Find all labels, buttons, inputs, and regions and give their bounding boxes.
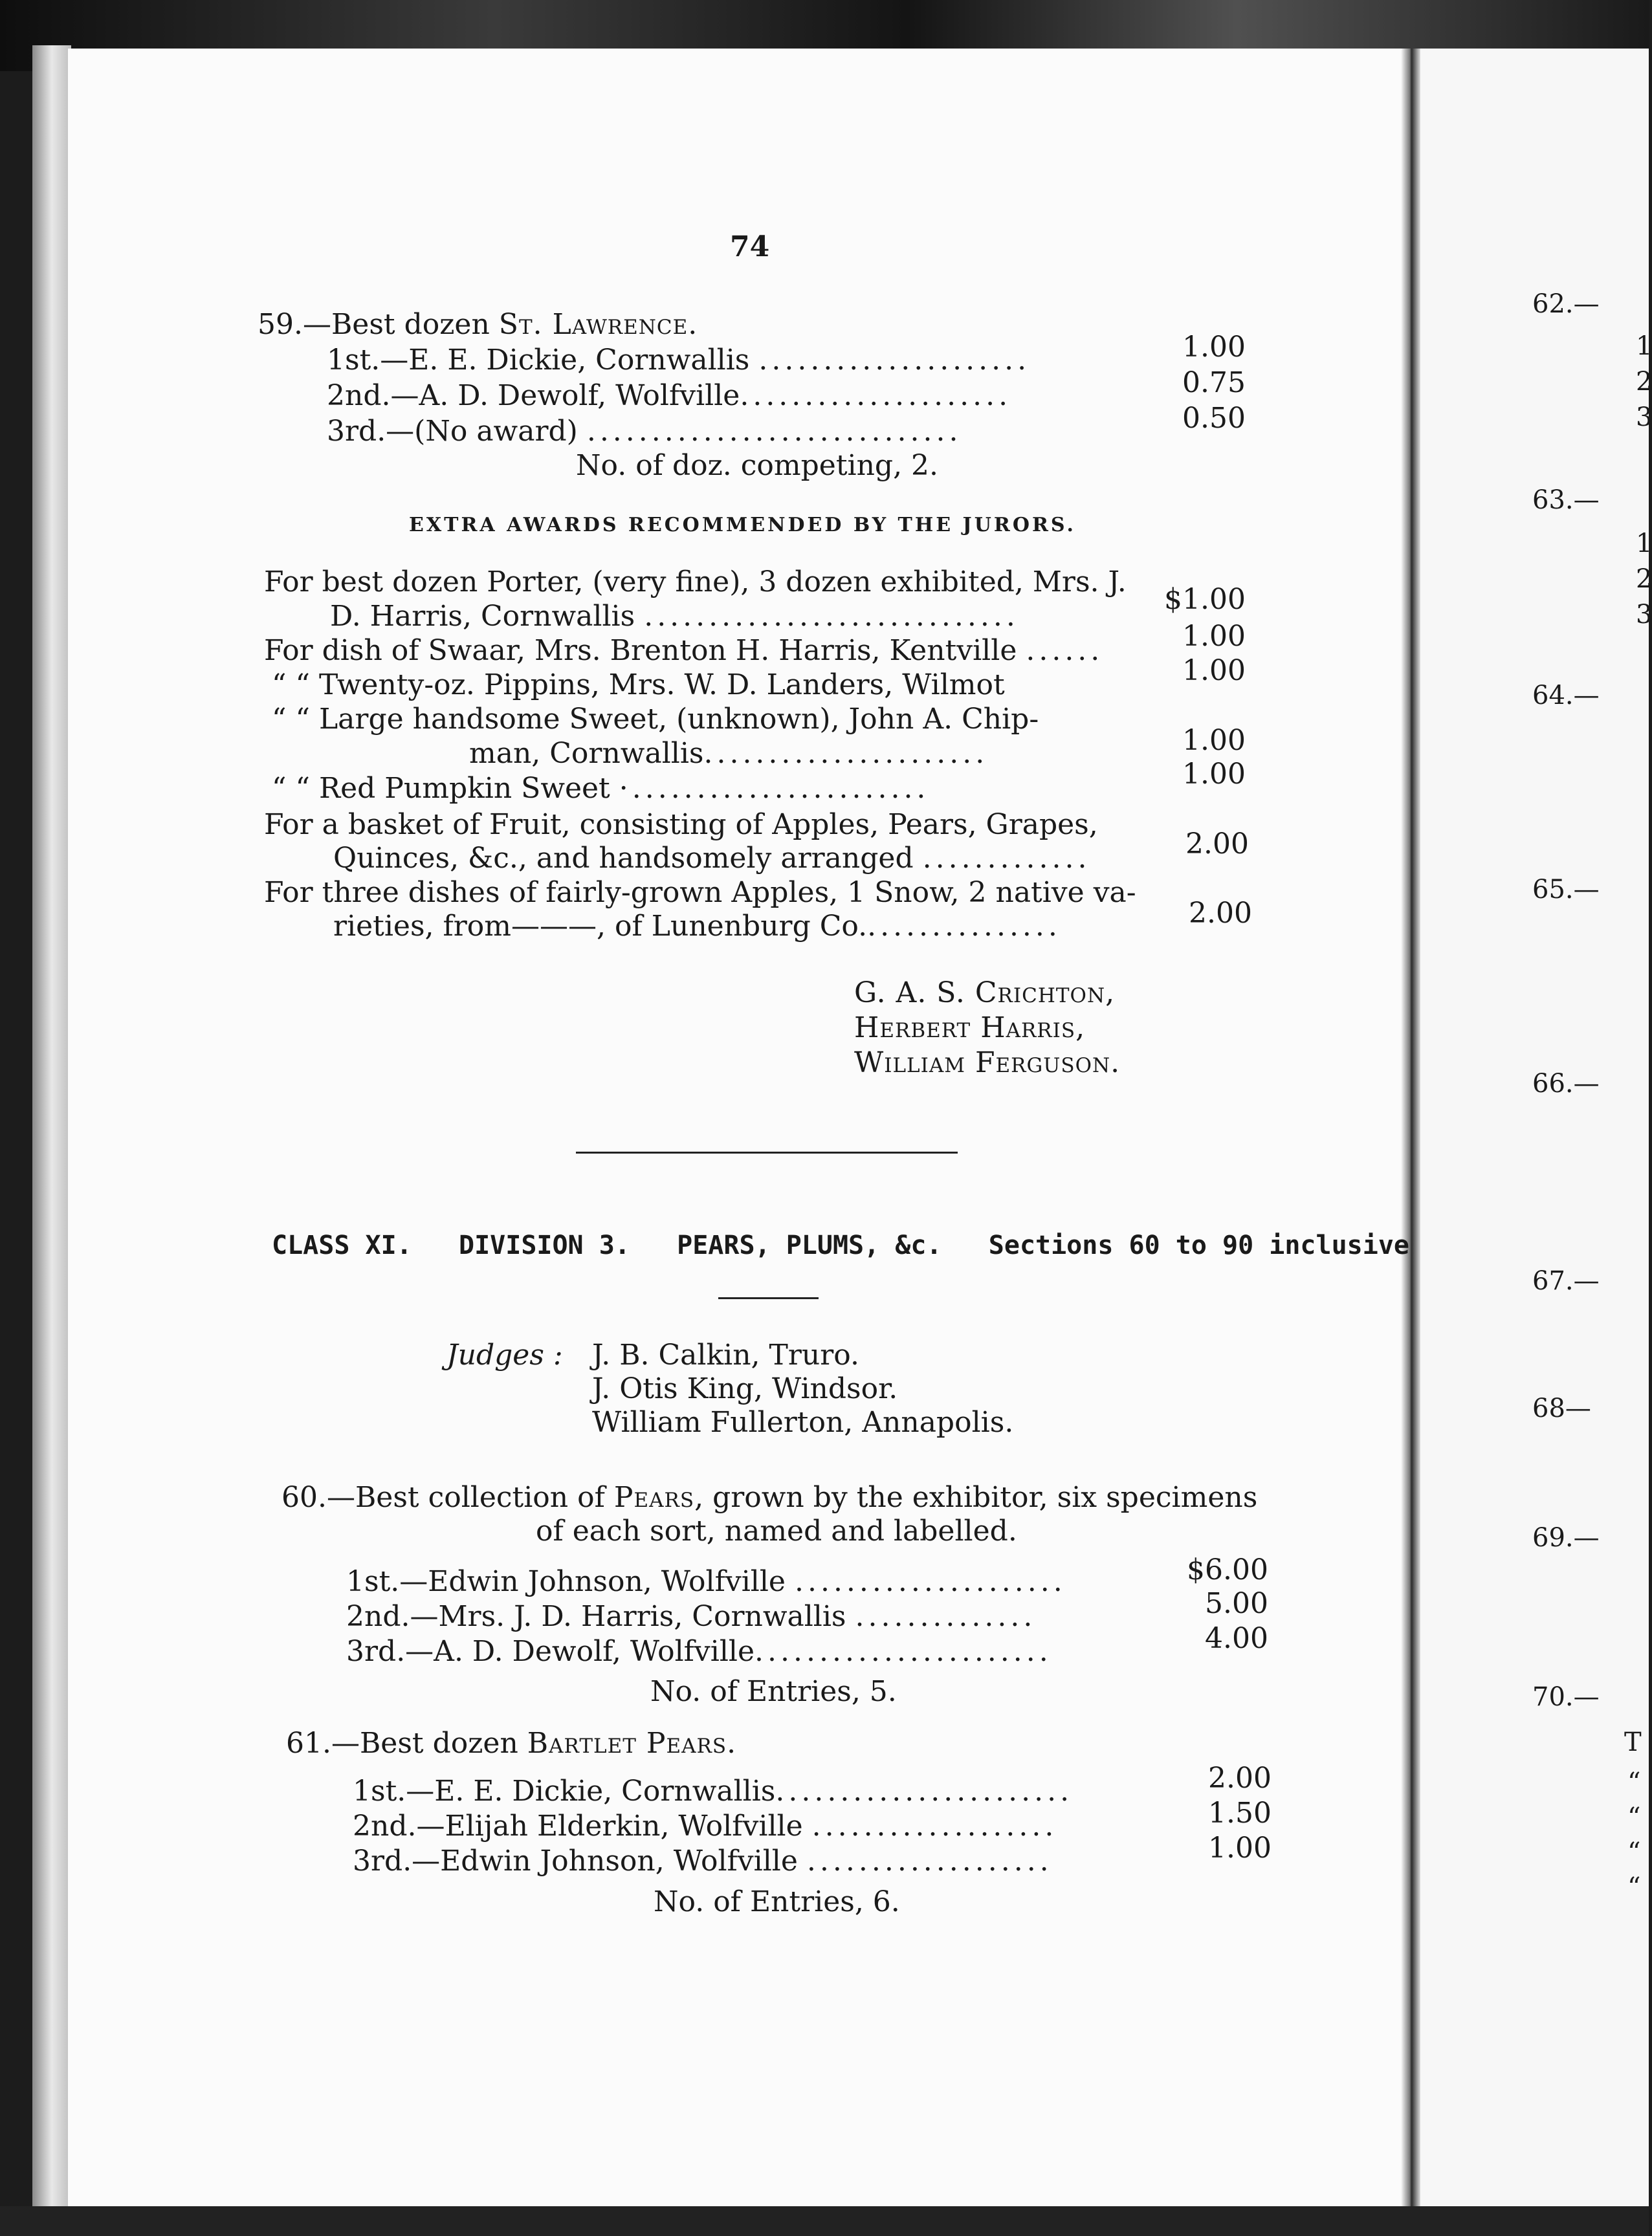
juror-2: Herbert Harris, (854, 1011, 1086, 1044)
extra-line-10: For three dishes of fairly-grown Apples, 1 Snow, 2 native va- (264, 876, 1136, 909)
extra-amount-4: 1.00 (1182, 724, 1246, 757)
section-59-third-amount: 0.50 (1182, 402, 1246, 435)
judges-label: Judges : (446, 1339, 563, 1372)
right-page-number-62: 62.— (1532, 289, 1600, 319)
section-60-second: 2nd.—Mrs. J. D. Harris, Cornwallis .............. (346, 1600, 1037, 1633)
section-61-second: 2nd.—Elijah Elderkin, Wolfville ................... (353, 1810, 1058, 1843)
section-59-first-amount: 1.00 (1182, 331, 1246, 364)
right-page-fragment-8: “ (1627, 1768, 1641, 1797)
section-59-first: 1st.—E. E. Dickie, Cornwallis ..................... (327, 344, 1031, 377)
section-60-title-line2: of each sort, named and labelled. (536, 1515, 1017, 1548)
extra-line-3: For dish of Swaar, Mrs. Brenton H. Harris, Kentville ...... (264, 634, 1104, 667)
extra-amount-7: 2.00 (1189, 897, 1252, 930)
juror-3: William Ferguson. (854, 1046, 1121, 1079)
section-61-title: 61.—Best dozen Bartlet Pears. (286, 1727, 737, 1760)
right-page-number-67: 67.— (1532, 1266, 1600, 1296)
right-page-fragment-9: “ (1627, 1803, 1641, 1832)
extra-line-8: For a basket of Fruit, consisting of Apples, Pears, Grapes, (264, 808, 1098, 841)
extra-amount-2: 1.00 (1182, 620, 1246, 653)
right-page-number-70: 70.— (1532, 1682, 1600, 1712)
extra-line-9: Quinces, &c., and handsomely arranged ............. (333, 842, 1091, 875)
section-60-third: 3rd.—A. D. Dewolf, Wolfville....................... (346, 1635, 1052, 1668)
extra-amount-1: $1.00 (1164, 583, 1246, 616)
judge-2: J. Otis King, Windsor. (592, 1372, 898, 1405)
section-61-first-amount: 2.00 (1208, 1762, 1272, 1795)
right-page-fragment-10: “ (1627, 1837, 1641, 1867)
right-page-fragment-11: “ (1627, 1872, 1641, 1902)
right-page-fragment-6: 3 (1636, 600, 1652, 630)
extra-line-5: “ “ Large handsome Sweet, (unknown), John A. Chip- (272, 703, 1039, 736)
heading-rule (718, 1297, 819, 1299)
page-number: 74 (730, 230, 770, 263)
section-61-first: 1st.—E. E. Dickie, Cornwallis....................... (353, 1775, 1074, 1808)
judge-1: J. B. Calkin, Truro. (592, 1339, 859, 1372)
section-61-third-amount: 1.00 (1208, 1832, 1272, 1865)
extra-line-4: “ “ Twenty-oz. Pippins, Mrs. W. D. Landers, Wilmot (272, 668, 1005, 701)
section-61-third: 3rd.—Edwin Johnson, Wolfville ................... (353, 1845, 1053, 1878)
section-61-second-amount: 1.50 (1208, 1797, 1272, 1830)
scan-background-bottom (0, 2206, 1649, 2236)
section-divider (576, 1152, 958, 1154)
extra-line-6: man, Cornwallis...................... (469, 737, 989, 770)
right-page-number-63: 63.— (1532, 485, 1600, 515)
right-page-fragment-4: 1 (1636, 529, 1652, 558)
extra-line-2: D. Harris, Cornwallis ............................. (330, 600, 1019, 633)
section-59-second: 2nd.—A. D. Dewolf, Wolfville..................... (327, 379, 1012, 412)
section-60-title: 60.—Best collection of Pears, grown by the exhibitor, six specimens (281, 1481, 1258, 1514)
extra-line-1: For best dozen Porter, (very fine), 3 dozen exhibited, Mrs. J. (264, 565, 1127, 598)
section-59-note: No. of doz. competing, 2. (576, 449, 939, 482)
juror-1: G. A. S. Crichton, (854, 976, 1116, 1009)
extra-awards-heading: EXTRA AWARDS RECOMMENDED BY THE JURORS. (409, 514, 1076, 536)
section-60-note: No. of Entries, 5. (650, 1675, 897, 1708)
right-page (1420, 49, 1649, 2209)
extra-amount-5: 1.00 (1182, 758, 1246, 791)
section-60-first-amount: $6.00 (1187, 1553, 1268, 1586)
right-page-fragment-1: 1 (1636, 331, 1652, 361)
extra-line-11: rieties, from———, of Lunenburg Co................ (333, 910, 1061, 943)
section-61-note: No. of Entries, 6. (654, 1885, 900, 1918)
section-59-third: 3rd.—(No award) ............................. (327, 415, 962, 448)
extra-line-7: “ “ Red Pumpkin Sweet ·....................... (272, 772, 930, 805)
right-page-fragment-2: 2 (1636, 367, 1652, 397)
section-59-second-amount: 0.75 (1182, 366, 1246, 399)
right-page-number-68: 68— (1532, 1394, 1591, 1423)
judge-3: William Fullerton, Annapolis. (592, 1406, 1014, 1439)
class-heading: CLASS XI. DIVISION 3. PEARS, PLUMS, &c. Sections 60 to 90 inclusive (272, 1231, 1409, 1260)
extra-amount-3: 1.00 (1182, 654, 1246, 687)
extra-amount-6: 2.00 (1185, 828, 1249, 860)
right-page-number-65: 65.— (1532, 875, 1600, 904)
section-59-title: 59.—Best dozen St. Lawrence. (258, 308, 698, 341)
book-page-edge (32, 45, 71, 2206)
section-60-first: 1st.—Edwin Johnson, Wolfville ..................... (346, 1565, 1066, 1598)
right-page-number-64: 64.— (1532, 681, 1600, 710)
section-60-second-amount: 5.00 (1205, 1587, 1268, 1620)
right-page-number-66: 66.— (1532, 1069, 1600, 1099)
right-page-fragment-7: T (1624, 1727, 1642, 1757)
right-page-number-69: 69.— (1532, 1523, 1600, 1553)
book-gutter (1401, 49, 1420, 2209)
section-60-third-amount: 4.00 (1205, 1622, 1268, 1655)
right-page-fragment-5: 2 (1636, 564, 1652, 594)
right-page-fragment-3: 3 (1636, 402, 1652, 432)
